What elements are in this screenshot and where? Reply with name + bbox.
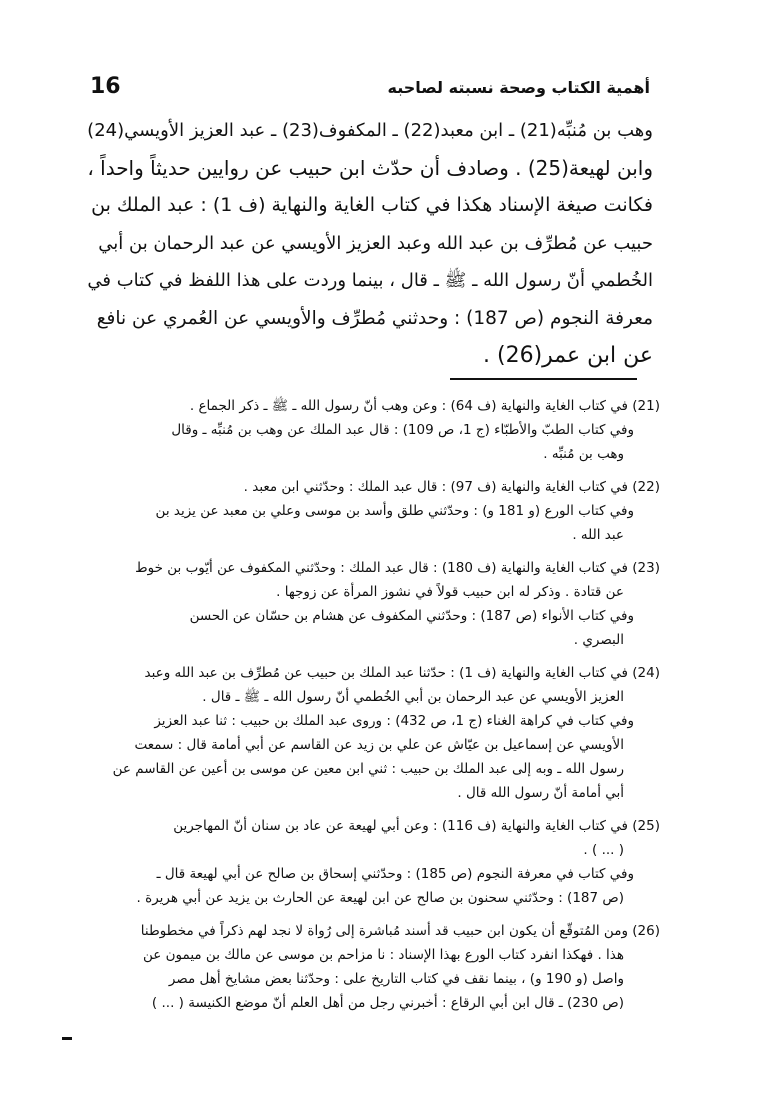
footnote-23 <box>60 556 660 652</box>
footnote-line: وفي كتاب في كراهة الغناء (ج 1، ص 432) : وروى عبد الملك بن حبيب : ثنا عبد العزيز <box>154 713 634 729</box>
margin-mark <box>62 1037 72 1040</box>
main-paragraph <box>85 112 653 375</box>
page-number: 16 <box>90 74 121 99</box>
footnote-line: (25) في كتاب الغاية والنهاية (ف 116) : وعن أبي لهيعة عن عاد بن سنان أنّ المهاجرين <box>173 818 660 834</box>
main-line: فكانت صيغة الإسناد هكذا في كتاب الغاية والنهاية (ف 1) : عبد الملك بن <box>91 194 653 216</box>
footnote-line: (23) في كتاب الغاية والنهاية (ف 180) : قال عبد الملك : وحدّثني المكفوف عن أيّوب بن خوط <box>135 560 660 576</box>
footnote-line: رسول الله ـ وبه إلى عبد الملك بن حبيب : ثني ابن معين عن موسى بن أعين عن القاسم عن <box>112 761 624 777</box>
footnote-line: وهب بن مُنبِّه . <box>543 446 624 462</box>
main-line: معرفة النجوم (ص 187) : وحدثني مُطرِّف والأويسي عن العُمري عن نافع <box>96 307 653 329</box>
footnote-divider <box>450 378 637 380</box>
footnote-line: (22) في كتاب الغاية والنهاية (ف 97) : قال عبد الملك : وحدّثني ابن معبد . <box>243 479 660 495</box>
footnote-line: (ص 230) ـ قال ابن أبي الرقاع : أخبرني رجل من أهل العلم أنّ موضع الكنيسة ( ... ) <box>151 995 624 1011</box>
page-header <box>90 70 650 104</box>
main-line: حبيب عن مُطرِّف بن عبد الله وعبد العزيز الأويسي عن عبد الرحمان بن أبي <box>98 232 653 254</box>
footnote-line: هذا . فهكذا انفرد كتاب الورع بهذا الإسناد : نا مزاحم بن موسى عن مالك بن ميمون عن <box>143 947 624 963</box>
footnote-line: (ص 187) : وحدّثني سحنون بن صالح عن ابن لهيعة عن الحارث بن يزيد عن أبي هريرة . <box>136 890 624 906</box>
footnote-line: ( ... ) . <box>583 842 624 858</box>
footnote-line: عن قتادة . وذكر له ابن حبيب قولاً في نشوز المرأة عن زوجها . <box>276 584 624 600</box>
footnote-line: الأويسي عن إسماعيل بن عيّاش عن علي بن زيد عن القاسم عن أبي أمامة قال : سمعت <box>134 737 624 753</box>
footnote-line: وفي كتاب في معرفة النجوم (ص 185) : وحدّثني إسحاق بن صالح عن أبي لهيعة قال ـ <box>156 866 634 882</box>
footnote-line: البصري . <box>573 632 624 648</box>
footnote-25 <box>60 814 660 910</box>
footnote-21 <box>60 394 660 466</box>
footnote-line: (26) ومن المُتوقّع أن يكون ابن حبيب قد أسند مُباشرة إلى رُواة لا نجد لهم ذكراً في مخطوطنا <box>140 923 660 939</box>
footnote-24 <box>60 661 660 805</box>
footnote-line: وفي كتاب الأنواء (ص 187) : وحدّثني المكفوف عن هشام بن حسّان عن الحسن <box>189 608 634 624</box>
main-line: عن ابن عمر(26) . <box>483 343 653 368</box>
footnote-line: العزيز الأويسي عن عبد الرحمان بن أبي الخُطمي أنّ رسول الله ـ ﷺ ـ قال . <box>202 689 624 705</box>
footnote-line: واصل (و 190 و) ، بينما نقف في كتاب التاريخ على : وحدّثنا بعض مشايخ أهل مصر <box>168 971 624 987</box>
footnote-line: وفي كتاب الورع (و 181 و) : وحدّثني طلق وأسد بن موسى وعلي بن معبد عن يزيد بن <box>155 503 634 519</box>
footnote-line: عبد الله . <box>572 527 624 543</box>
main-line: وابن لهيعة(25) . وصادف أن حدّث ابن حبيب عن روايين حديثاً واحداً ، <box>87 155 653 180</box>
main-line: وهب بن مُنبِّه(21) ـ ابن معبد(22) ـ المكفوف(23) ـ عبد العزيز الأويسي(24) <box>87 120 653 141</box>
footnote-line: (24) في كتاب الغاية والنهاية (ف 1) : حدّثنا عبد الملك بن حبيب عن مُطرِّف بن عبد الله وعبد <box>144 665 660 681</box>
footnotes <box>60 394 660 1024</box>
footnote-line: وفي كتاب الطبّ والأطبّاء (ج 1، ص 109) : قال عبد الملك عن وهب بن مُنبِّه ـ وقال <box>171 422 634 438</box>
footnote-26 <box>60 919 660 1015</box>
footnote-22 <box>60 475 660 547</box>
running-title: أهمية الكتاب وصحة نسبته لصاحبه <box>387 77 650 97</box>
footnote-line: (21) في كتاب الغاية والنهاية (ف 64) : وعن وهب أنّ رسول الله ـ ﷺ ـ ذكر الجماع . <box>189 398 660 414</box>
main-line: الخُطمي أنّ رسول الله ـ ﷺ ـ قال ، بينما وردت على هذا اللفظ في كتاب في <box>87 270 653 291</box>
footnote-line: أبي أمامة أنّ رسول الله قال . <box>457 785 624 801</box>
